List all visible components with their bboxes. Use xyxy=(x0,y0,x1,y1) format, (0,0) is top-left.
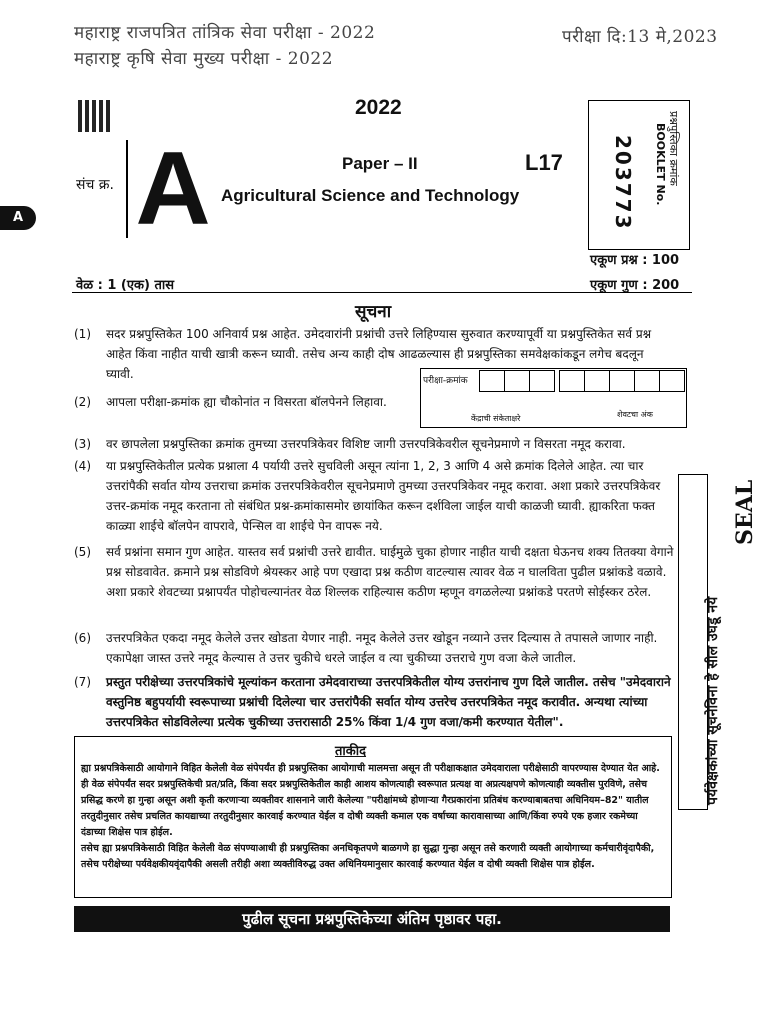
instruction-number: (2) xyxy=(74,395,91,409)
instruction-text: आपला परीक्षा-क्रमांक ह्या चौकोनांत न विसरता बॉलपेनने लिहावा. xyxy=(106,395,387,409)
booklet-label-english: BOOKLET No. xyxy=(654,123,667,206)
handwritten-date: परीक्षा दि:13 मे,2023 xyxy=(562,27,718,47)
roll-digit-cell[interactable] xyxy=(609,370,635,392)
instruction-item xyxy=(74,672,674,732)
instructions-heading: सूचना xyxy=(355,302,392,322)
booklet-number: 203773 xyxy=(611,135,635,231)
divider xyxy=(72,292,692,293)
instruction-number: (5) xyxy=(74,545,91,559)
set-letter: A xyxy=(126,140,218,238)
roll-digit-cell[interactable] xyxy=(659,370,685,392)
roll-digit-cell[interactable] xyxy=(479,370,505,392)
seal-strip-text: पर्यवेक्षकांच्या सूचनेविना हे सील उघडू नये xyxy=(705,596,721,805)
exam-year: 2022 xyxy=(355,96,402,119)
seal-instruction-strip xyxy=(678,474,721,810)
warning-paragraph-1: ह्या प्रश्नपत्रिकेसाठी आयोगाने विहित केलेली वेळ संपेपर्यंत ही प्रश्नपुस्तिका आयोगाची मालमत्ता असून ती परीक्षाकक्षात उमेदवाराला परीक्षेसाठी वापरण्यास देण्यात येत आहे. ही वेळ संपेपर्यंत सदर प्रश्नपुस्तिकेची प्रत/प्रति, किंवा सदर प्रश्नपुस्तिकेतील काही आशय कोणत्याही स्वरूपात प्रत्यक्ष वा अप्रत्यक्षपणे कोणत्याही व्यक्तीस पुरविणे, तसेच प्रसिद्ध करणे हा गुन्हा असून अशी कृती करणाऱ्या व्यक्तीवर शासनाने जारी केलेल्या "परीक्षांमध्ये होणाऱ्या गैरप्रकारांना प्रतिबंध करण्याबाबतचा अधिनियम–82" यातील तरतुदीनुसार तसेच प्रचलित कायद्याच्या तरतुदीनुसार कारवाई करण्यात येईल व दोषी व्यक्ती कमाल एक वर्षाच्या कारावासाच्या आणि/किंवा रुपये एक हजार रकमेच्या दंडाच्या शिक्षेस पात्र होईल. xyxy=(81,763,660,838)
roll-digit-cell[interactable] xyxy=(504,370,530,392)
handwritten-line-2: महाराष्ट्र कृषि सेवा मुख्य परीक्षा - 2022 xyxy=(74,49,334,69)
booklet-label-marathi: प्रश्नपुस्तिका क्रमांक xyxy=(667,111,680,186)
roll-number-label: परीक्षा-क्रमांक xyxy=(423,376,468,386)
instruction-text: सर्व प्रश्नांना समान गुण आहेत. यास्तव सर्व प्रश्नांची उत्तरे द्यावीत. घाईमुळे चुका होणार नाहीत याची दक्षता घेऊनच शक्य तितक्या वेगाने प्रश्न सोडवावेत. क्रमाने प्रश्न सोडविणे श्रेयस्कर आहे पण एखादा प्रश्न कठीण वाटल्यास त्यावर वेळ न घालविता पुढील प्रश्नांकडे वळावे. अशा प्रकारे शेवटच्या प्रश्नापर्यंत पोहोचल्यानंतर वेळ शिल्लक राहिल्यास कठीण म्हणून वगळलेल्या प्रश्नांकडे परतणे सोईस्कर ठरेल. xyxy=(106,545,674,599)
total-questions: एकूण प्रश्न : 100 xyxy=(590,253,680,268)
qr-code-icon xyxy=(78,100,110,132)
roll-digit-cell[interactable] xyxy=(634,370,660,392)
roll-digit-cell[interactable] xyxy=(559,370,585,392)
roll-number-box xyxy=(420,368,687,428)
set-label: संच क्र. xyxy=(76,177,115,193)
side-set-tab: A xyxy=(0,206,36,230)
exam-time: वेळ : 1 (एक) तास xyxy=(76,278,175,293)
roll-digit-cell[interactable] xyxy=(584,370,610,392)
instruction-number: (4) xyxy=(74,459,91,473)
total-marks: एकूण गुण : 200 xyxy=(590,278,680,293)
instruction-text: या प्रश्नपुस्तिकेतील प्रत्येक प्रश्नाला 4 पर्यायी उत्तरे सुचविली असून त्यांना 1, 2, 3 आणि 4 असे क्रमांक दिलेले आहेत. त्या चार उत्तरांपैकी सर्वात योग्य उत्तराचा क्रमांक उत्तरपत्रिकेवरील सूचनेप्रमाणे तुमच्या उत्तरपत्रिकेवर नमूद करावा. अशा प्रकारे उत्तरपत्रिकेवर उत्तर-क्रमांक नमूद करताना तो संबंधित प्रश्न-क्रमांकासमोर छायांकित करून दर्शविला जाईल याची काळजी घ्यावी. ह्याकरिता फक्त काळ्या शाईचे बॉलपेन वापरावे, पेन्सिल वा शाईचे पेन वापरू नये. xyxy=(106,459,661,533)
center-code-label: केंद्राची संकेताक्षरे xyxy=(471,414,521,423)
instruction-item xyxy=(74,434,674,454)
paper-title: Paper – II xyxy=(342,154,418,173)
footer-banner: पुढील सूचना प्रश्नपुस्तिकेच्या अंतिम पृष्ठावर पहा. xyxy=(74,906,670,932)
warning-box xyxy=(74,736,672,898)
roll-digit-cell[interactable] xyxy=(529,370,555,392)
instruction-text: उत्तरपत्रिकेत एकदा नमूद केलेले उत्तर खोडता येणार नाही. नमूद केलेले उत्तर खोडून नव्याने उत्तर दिल्यास ते तपासले जाणार नाही. एकापेक्षा जास्त उत्तरे नमूद केल्यास ते उत्तर चुकीचे धरले जाईल व त्या चुकीच्या उत्तराचे गुण वजा केले जातील. xyxy=(106,631,658,665)
handwritten-line-1: महाराष्ट्र राजपत्रित तांत्रिक सेवा परीक्षा - 2022 xyxy=(74,23,376,43)
instruction-item xyxy=(74,542,674,602)
instruction-number: (1) xyxy=(74,327,91,341)
booklet-number-box xyxy=(588,100,690,250)
seal-label: SEAL xyxy=(732,479,758,545)
warning-title: ताकीद xyxy=(335,744,367,759)
instruction-text: वर छापलेला प्रश्नपुस्तिका क्रमांक तुमच्या उत्तरपत्रिकेवर विशिष्ट जागी उत्तरपत्रिकेवरील सूचनेप्रमाणे न विसरता नमूद करावा. xyxy=(106,437,626,451)
paper-code: L17 xyxy=(525,150,563,175)
subject-title: Agricultural Science and Technology xyxy=(221,186,520,205)
instruction-number: (3) xyxy=(74,437,91,451)
instruction-text: प्रस्तुत परीक्षेच्या उत्तरपत्रिकांचे मूल्यांकन करताना उमेदवाराच्या उत्तरपत्रिकेतील योग्य उत्तरांनाच गुण दिले जातील. तसेच "उमेदवाराने वस्तुनिष्ठ बहुपर्यायी स्वरूपाच्या प्रश्नांची दिलेल्या चार उत्तरांपैकी सर्वात योग्य उत्तरेच उत्तरपत्रिकेत नमूद करावीत. अन्यथा त्यांच्या उत्तरपत्रिकेत सोडविलेल्या प्रत्येक चुकीच्या उत्तरासाठी 25% किंवा 1/4 गुण वजा/कमी करण्यात येतील". xyxy=(106,675,671,729)
warning-paragraph-2: तसेच ह्या प्रश्नपत्रिकेसाठी विहित केलेली वेळ संपण्याआधी ही प्रश्नपुस्तिका अनधिकृतपणे बाळगणे हा सुद्धा गुन्हा असून तसे करणारी व्यक्ती आयोगाच्या कर्मचारीवृंदापैकी, तसेच परीक्षेच्या पर्यवेक्षकीयवृंदापैकी असली तरीही अशा व्यक्तीविरुद्ध उक्त अधिनियमानुसार कारवाई करण्यात येईल व दोषी व्यक्ती शिक्षेस पात्र होईल. xyxy=(81,843,655,870)
instruction-text: सदर प्रश्नपुस्तिकेत 100 अनिवार्य प्रश्न आहेत. उमेदवारांनी प्रश्नांची उत्तरे लिहिण्यास सुरुवात करण्यापूर्वी या प्रश्नपुस्तिकेत सर्व प्रश्न आहेत किंवा नाहीत याची खात्री करून घ्यावी. तसेच अन्य काही दोष आढळल्यास ही प्रश्नपुस्तिका समवेक्षकांकडून लगेच बदलून घ्यावी. xyxy=(106,327,652,381)
instruction-item xyxy=(74,628,674,668)
instruction-number: (7) xyxy=(74,675,91,689)
last-digit-label: शेवटचा अंक xyxy=(617,410,653,419)
instruction-item xyxy=(74,392,414,412)
instruction-item xyxy=(74,456,674,536)
instruction-number: (6) xyxy=(74,631,91,645)
